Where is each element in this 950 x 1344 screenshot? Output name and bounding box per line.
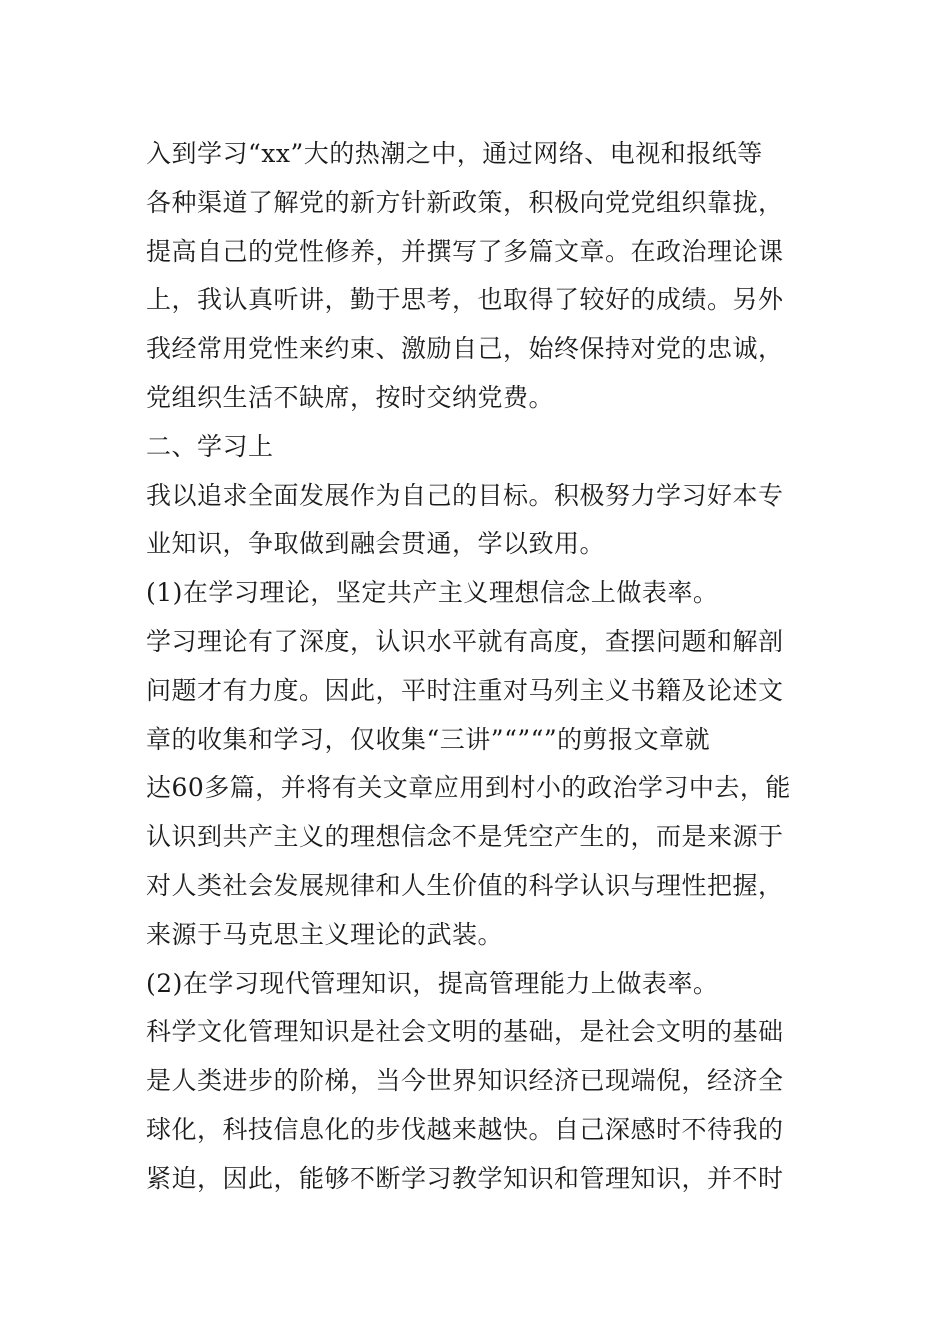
text-line: 提高自己的党性修养，并撰写了多篇文章。在政治理论课 (146, 236, 784, 266)
text-line: 党组织生活不缺席，按时交纳党费。 (146, 382, 555, 412)
text-line: 来源于马克思主义理论的武装。 (146, 919, 504, 949)
document-body (146, 130, 806, 1204)
text-line: 业知识，争取做到融会贯通，学以致用。 (146, 529, 606, 559)
text-line: 达60多篇，并将有关文章应用到村小的政治学习中去，能 (146, 773, 791, 803)
text-line: 对人类社会发展规律和人生价值的科学认识与理性把握， (146, 870, 784, 900)
text-line: 紧迫，因此，能够不断学习教学知识和管理知识，并不时 (146, 1163, 784, 1193)
text-line: 入到学习“xx”大的热潮之中，通过网络、电视和报纸等 (146, 139, 763, 168)
text-line: 问题才有力度。因此，平时注重对马列主义书籍及论述文 (146, 675, 784, 705)
text-line: 我以追求全面发展作为自己的目标。积极努力学习好本专 (146, 480, 784, 510)
text-line: 认识到共产主义的理想信念不是凭空产生的，而是来源于 (146, 822, 784, 852)
text-line: 我经常用党性来约束、激励自己，始终保持对党的忠诚， (146, 334, 784, 364)
section-heading: 二、学习上 (146, 431, 274, 461)
text-line: 球化，科技信息化的步伐越来越快。自己深感时不待我的 (146, 1114, 784, 1144)
subsection-heading: (1)在学习理论，坚定共产主义理想信念上做表率。 (146, 578, 719, 608)
text-line: 章的收集和学习，仅收集“三讲”“”“”的剪报文章就 (146, 724, 711, 754)
text-line: 上，我认真听讲，勤于思考，也取得了较好的成绩。另外 (146, 285, 784, 315)
text-line: 科学文化管理知识是社会文明的基础，是社会文明的基础 (146, 1017, 784, 1047)
subsection-heading: (2)在学习现代管理知识，提高管理能力上做表率。 (146, 968, 719, 998)
text-line: 学习理论有了深度，认识水平就有高度，查摆问题和解剖 (146, 626, 784, 656)
text-line: 是人类进步的阶梯，当今世界知识经济已现端倪，经济全 (146, 1066, 784, 1096)
text-line: 各种渠道了解党的新方针新政策，积极向党党组织靠拢， (146, 187, 784, 217)
